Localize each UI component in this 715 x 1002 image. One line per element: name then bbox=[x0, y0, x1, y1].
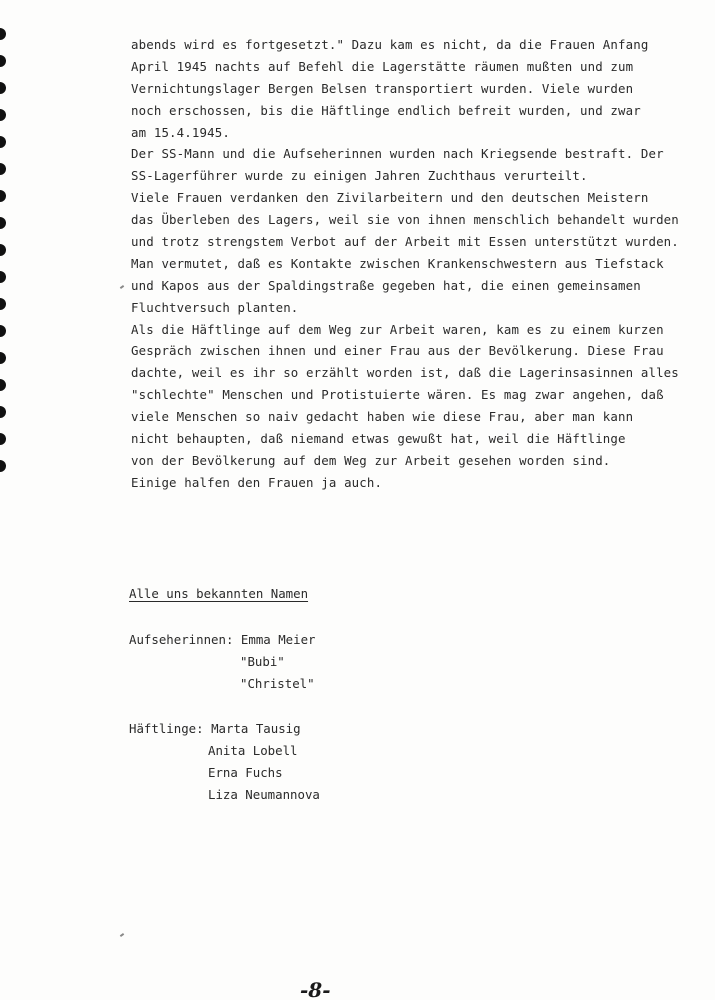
body-line: abends wird es fortgesetzt." Dazu kam es nicht, da die Frauen Anfang bbox=[131, 37, 649, 52]
guard-name: Emma Meier bbox=[240, 632, 316, 647]
body-line: von der Bevölkerung auf dem Weg zur Arbeit gesehen worden sind. bbox=[131, 452, 611, 468]
guards-row bbox=[129, 629, 316, 651]
guard-name: "Christel" bbox=[240, 676, 315, 691]
guards-list bbox=[129, 629, 316, 695]
stray-mark bbox=[120, 285, 124, 289]
prisoners-list bbox=[129, 718, 320, 806]
body-line: Viele Frauen verdanken den Zivilarbeitern und den deutschen Meistern bbox=[131, 190, 649, 206]
body-line: und Kapos aus der Spaldingstraße gegeben hat, die einen gemeinsamen bbox=[131, 277, 641, 293]
prisoner-name: Anita Lobell bbox=[208, 743, 298, 758]
body-line: April 1945 nachts auf Befehl die Lagerstätte räumen mußten und zum bbox=[131, 58, 634, 74]
body-line: das Überleben des Lagers, weil sie von ihnen menschlich behandelt wurden bbox=[131, 212, 679, 228]
body-text bbox=[131, 34, 679, 494]
body-line: "schlechte" Menschen und Protistuierte wären. Es mag zwar angehen, daß bbox=[131, 387, 664, 403]
guard-name: "Bubi" bbox=[240, 654, 285, 669]
body-line: Vernichtungslager Bergen Belsen transportiert wurden. Viele wurden bbox=[131, 80, 634, 96]
page-number: -8- bbox=[300, 978, 331, 1002]
prisoners-label: Häftlinge: bbox=[129, 721, 204, 736]
body-line: am 15.4.1945. bbox=[131, 124, 230, 140]
names-section-title: Alle uns bekannten Namen bbox=[129, 586, 309, 601]
prisoner-name: Marta Tausig bbox=[211, 721, 301, 736]
body-line: Als die Häftlinge auf dem Weg zur Arbeit waren, kam es zu einem kurzen bbox=[131, 321, 664, 337]
body-line: SS-Lagerführer wurde zu einigen Jahren Zuchthaus verurteilt. bbox=[131, 168, 588, 184]
prisoner-name: Liza Neumannova bbox=[208, 787, 320, 802]
guards-label: Aufseherinnen: bbox=[129, 632, 234, 647]
body-line: dachte, weil es ihr so erzählt worden ist, daß die Lagerinsasinnen alles bbox=[131, 365, 679, 381]
body-line: Der SS-Mann und die Aufseherinnen wurden nach Kriegsende bestraft. Der bbox=[131, 146, 664, 162]
body-line: nicht behaupten, daß niemand etwas gewußt hat, weil die Häftlinge bbox=[131, 431, 626, 447]
body-line: Einige halfen den Frauen ja auch. bbox=[131, 474, 383, 490]
prisoners-row bbox=[129, 718, 320, 740]
stray-mark bbox=[120, 933, 124, 937]
prisoner-name: Erna Fuchs bbox=[208, 765, 283, 780]
body-line: und trotz strengstem Verbot auf der Arbeit mit Essen unterstützt wurden. bbox=[131, 234, 679, 250]
binder-holes bbox=[0, 20, 8, 480]
body-line: Gespräch zwischen ihnen und einer Frau aus der Bevölkerung. Diese Frau bbox=[131, 343, 664, 359]
body-line: Man vermutet, daß es Kontakte zwischen Krankenschwestern aus Tiefstack bbox=[131, 255, 664, 271]
body-line: noch erschossen, bis die Häftlinge endlich befreit wurden, und zwar bbox=[131, 102, 641, 118]
body-line: viele Menschen so naiv gedacht haben wie diese Frau, aber man kann bbox=[131, 409, 634, 425]
body-line: Fluchtversuch planten. bbox=[131, 299, 299, 315]
